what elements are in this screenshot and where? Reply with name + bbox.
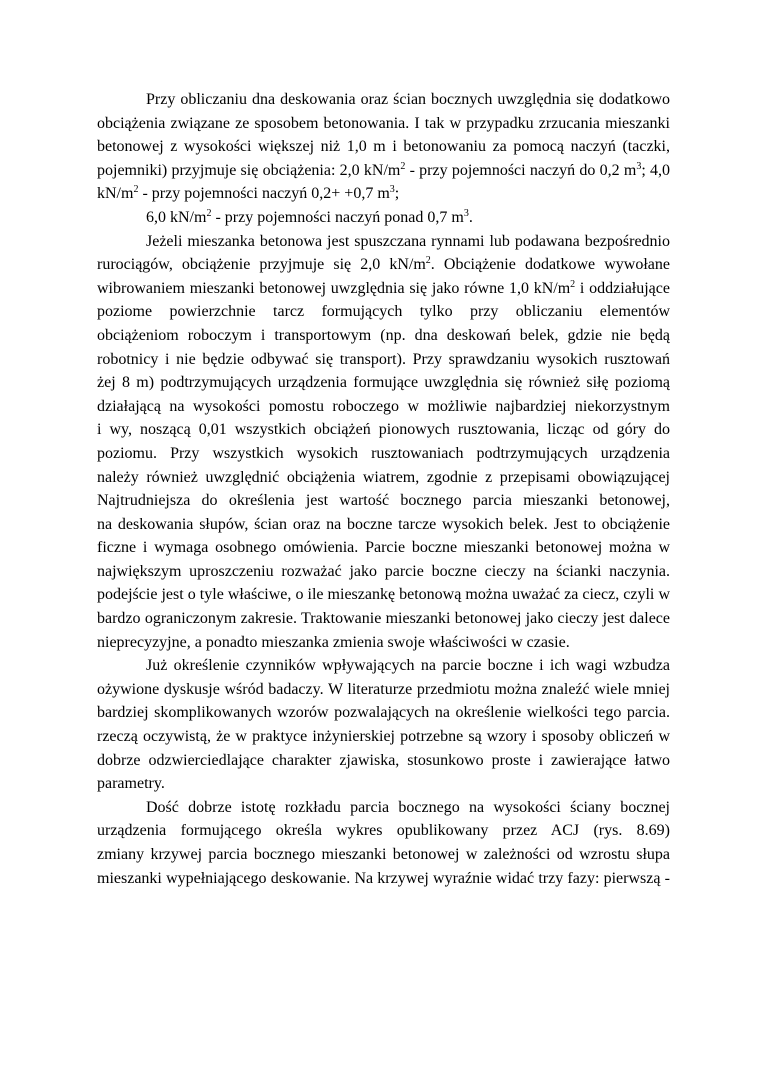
text-line: mieszanki wypełniającego deskowanie. Na krzywej wyraźnie widać trzy fazy: pierwszą - (97, 869, 670, 887)
text-line: urządzenia formującego określa wykres opublikowany przez ACJ (rys. 8.69) (97, 822, 670, 840)
text-line: 6,0 $kN/m^2$ - przy pojemności naczyń ponad 0,7 $m^3$. (146, 207, 473, 226)
text-line: bardzo ograniczonym zakresie. Traktowanie mieszanki betonowej jako cieczy jest dalece (97, 610, 670, 628)
text-line: obciążeniom roboczym i transportowym (np. dna deskowań belek, gdzie nie będą (97, 326, 670, 344)
text-line: obciążenia związane ze sposobem betonowania. I tak w przypadku zrzucania mieszanki (97, 114, 670, 132)
text-line: zmiany krzywej parcia bocznego mieszanki betonowej w zależności od wzrostu słupa (97, 846, 670, 863)
text-line: na deskowania słupów, ścian oraz na boczne tarcze wysokich belek. Jest to obciążenie (97, 515, 670, 533)
text-line: podejście jest o tyle właściwe, o ile mieszankę betonową można uważać za ciecz, czyli w (97, 586, 670, 604)
text-line: poziomu. Przy wszystkich wysokich rusztowaniach podtrzymujących urządzenia (97, 444, 670, 462)
text-line: nieprecyzyjne, a ponadto mieszanka zmienia swoje właściwości w czasie. (97, 633, 570, 651)
text-line: działającą na wysokości pomostu roboczego w możliwie najbardziej niekorzystnym (97, 397, 670, 415)
text-line: Dość dobrze istotę rozkładu parcia bocznego na wysokości ściany bocznej (146, 798, 670, 816)
text-line: poziome powierzchnie tarcz formujących tylko przy obliczaniu elementów (97, 303, 670, 321)
text-line: rzeczą oczywistą, że w praktyce inżynierskiej potrzebne są wzory i sposoby obliczeń w (97, 728, 670, 746)
text-line: ożywione dyskusje wśród badaczy. W literaturze przedmiotu można znaleźć wiele mniej (97, 680, 670, 698)
text-line: ficzne i wymaga osobnego omówienia. Parcie boczne mieszanki betonowej można w (97, 539, 670, 557)
text-line: żej 8 m) podtrzymujących urządzenia formujące uwzględnia się również siłę poziomą (97, 374, 670, 392)
text-line: pojemniki) przyjmuje się obciążenia: 2,0 $kN/m^2$ - przy pojemności naczyń do 0,2 $m^3$; 4,0 (97, 160, 670, 179)
text-line: Już określenie czynników wpływających na parcie boczne i ich wagi wzbudza (146, 657, 670, 675)
text-line: robotnicy i nie będzie odbywać się transport). Przy sprawdzaniu wysokich rusztowań (97, 350, 670, 368)
text-line: dobrze odzwierciedlające charakter zjawiska, stosunkowo proste i zawierające łatwo (97, 751, 670, 769)
text-line: i wy, noszącą 0,01 wszystkich obciążeń pionowych rusztowania, licząc od góry do (97, 421, 670, 439)
text-line: parametry. (97, 775, 165, 793)
text-line: rurociągów, obciążenie przyjmuje się 2,0 $kN/m^2$. Obciążenie dodatkowe wywołane (97, 255, 670, 274)
text-line: bardziej skomplikowanych wzorów pozwalających na określenie wielkości tego parcia. (97, 704, 670, 722)
text-line: $kN/m^2$ - przy pojemności naczyń 0,2+ +0,7 $m^3$; (97, 184, 400, 203)
text-line: Jeżeli mieszanka betonowa jest spuszczana rynnami lub podawana bezpośrednio (146, 232, 670, 250)
text-line: betonowej z wysokości większej niż 1,0 m i betonowaniu za pomocą naczyń (taczki, (97, 138, 670, 156)
text-line: Najtrudniejsza do określenia jest wartość bocznego parcia mieszanki betonowej, (97, 492, 670, 510)
text-line: należy również uwzględnić obciążenia wiatrem, zgodnie z przepisami obowiązującej (97, 468, 670, 486)
text-line: wibrowaniem mieszanki betonowej uwzględnia się jako równe 1,0 $kN/m^2$ i oddziałujące (97, 278, 670, 297)
text-line: największym uproszczeniu rozważać jako parcie boczne cieczy na ścianki naczynia. (97, 562, 670, 580)
body-text (97, 88, 670, 890)
text-line: Przy obliczaniu dna deskowania oraz ścian bocznych uwzględnia się dodatkowo (146, 91, 670, 108)
